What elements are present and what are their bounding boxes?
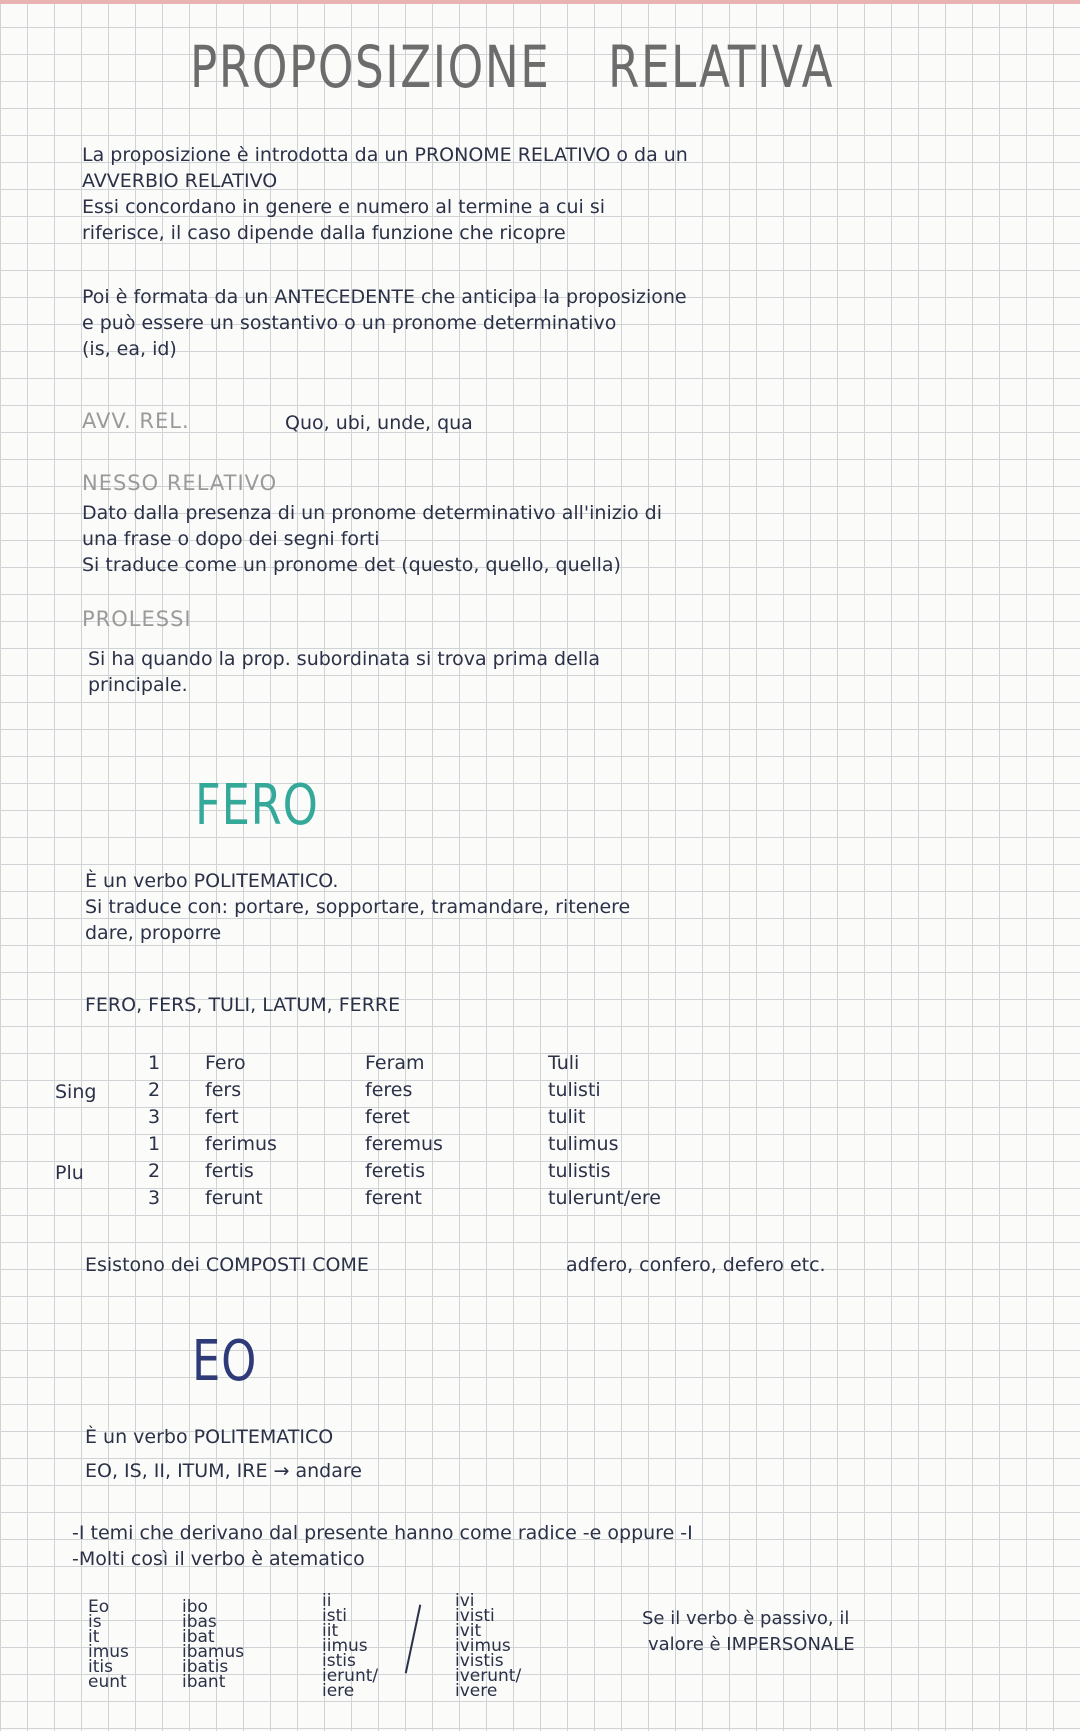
verb-form: Eo: [88, 1597, 110, 1617]
verb-form: feremus: [365, 1133, 443, 1155]
fero-present-column: [205, 1050, 277, 1212]
verb-form: tulerunt/ere: [548, 1187, 661, 1209]
eo-present-column: [88, 1597, 129, 1692]
verb-form: Fero: [205, 1052, 246, 1074]
eo-passive-note-2: valore è IMPERSONALE: [648, 1634, 855, 1655]
title-left: PROPOSIZIONE: [190, 33, 551, 101]
fero-label-sing: Sing: [55, 1081, 97, 1103]
verb-form: iit: [322, 1621, 339, 1641]
verb-form: ferimus: [205, 1133, 277, 1155]
person-number: 3: [148, 1187, 161, 1209]
person-number: 1: [148, 1052, 161, 1074]
fero-line-2: Si traduce con: portare, sopportare, tramandare, ritenere: [85, 896, 631, 918]
avv-rel-text: Quo, ubi, unde, qua: [285, 412, 473, 434]
fero-composti-examples: adfero, confero, defero etc.: [566, 1254, 826, 1276]
verb-form: ibamus: [182, 1642, 245, 1662]
verb-form: feretis: [365, 1160, 426, 1182]
verb-form: tulimus: [548, 1133, 619, 1155]
verb-form: iimus: [322, 1636, 368, 1656]
verb-form: istis: [322, 1651, 356, 1671]
prolessi-heading: PROLESSI: [82, 607, 192, 631]
fero-heading: FERO: [195, 773, 319, 838]
person-number: 3: [148, 1106, 161, 1128]
verb-form: Tuli: [548, 1052, 580, 1074]
verb-form: ibant: [182, 1672, 226, 1692]
fero-person-column: [148, 1050, 160, 1212]
fero-composti-prefix: Esistono dei COMPOSTI COME: [85, 1254, 369, 1276]
verb-form: ivi: [455, 1591, 475, 1611]
person-number: 1: [148, 1133, 161, 1155]
relativa-line-2: AVVERBIO RELATIVO: [82, 170, 278, 192]
fero-label-plu: Plu: [55, 1162, 84, 1184]
title-right: RELATIVA: [608, 33, 835, 101]
eo-perfect-ii-column: [322, 1591, 379, 1701]
person-number: 2: [148, 1160, 161, 1182]
verb-form: ferent: [365, 1187, 422, 1209]
eo-perfect-ivi-column: [455, 1591, 522, 1701]
fero-perfect-column: [548, 1050, 661, 1212]
verb-form: iverunt/: [455, 1666, 522, 1686]
verb-form: imus: [88, 1642, 129, 1662]
prolessi-line-1: Si ha quando la prop. subordinata si trova prima della: [88, 648, 600, 670]
verb-form: ibatis: [182, 1657, 229, 1677]
eo-line-1: È un verbo POLITEMATICO: [85, 1426, 334, 1448]
verb-form: is: [88, 1612, 102, 1632]
eo-note-2: -Molti così il verbo è atematico: [72, 1548, 365, 1570]
nesso-line-2: una frase o dopo dei segni forti: [82, 528, 380, 550]
verb-form: tulistis: [548, 1160, 611, 1182]
verb-form: ivistis: [455, 1651, 504, 1671]
verb-form: ivisti: [455, 1606, 495, 1626]
verb-form: ibat: [182, 1627, 215, 1647]
eo-heading: EO: [192, 1329, 258, 1394]
verb-form: iere: [322, 1681, 355, 1701]
verb-form: eunt: [88, 1672, 127, 1692]
verb-form: fert: [205, 1106, 239, 1128]
verb-form: ierunt/: [322, 1666, 379, 1686]
eo-passive-note-1: Se il verbo è passivo, il: [642, 1608, 850, 1629]
antecedente-line-1: Poi è formata da un ANTECEDENTE che anticipa la proposizione: [82, 286, 687, 308]
verb-form: ivit: [455, 1621, 482, 1641]
nesso-heading: NESSO RELATIVO: [82, 471, 278, 495]
verb-form: Feram: [365, 1052, 425, 1074]
fero-paradigm: FERO, FERS, TULI, LATUM, FERRE: [85, 994, 401, 1016]
nesso-line-3: Si traduce come un pronome det (questo, quello, quella): [82, 554, 621, 576]
prolessi-line-2: principale.: [88, 674, 188, 696]
verb-form: ivimus: [455, 1636, 511, 1656]
verb-form: ivere: [455, 1681, 498, 1701]
verb-form: fertis: [205, 1160, 254, 1182]
antecedente-line-2: e può essere un sostantivo o un pronome determinativo: [82, 312, 617, 334]
avv-rel-label: AVV. REL.: [82, 409, 190, 433]
fero-line-1: È un verbo POLITEMATICO.: [85, 870, 339, 892]
verb-form: itis: [88, 1657, 113, 1677]
antecedente-line-3: (is, ea, id): [82, 338, 177, 360]
verb-form: ii: [322, 1591, 332, 1611]
fero-future-column: [365, 1050, 443, 1212]
person-number: 2: [148, 1079, 161, 1101]
relativa-line-3: Essi concordano in genere e numero al termine a cui si: [82, 196, 606, 218]
verb-form: tulisti: [548, 1079, 601, 1101]
eo-line-2: EO, IS, II, ITUM, IRE → andare: [85, 1460, 362, 1482]
verb-form: ferunt: [205, 1187, 263, 1209]
eo-note-1: -I temi che derivano dal presente hanno come radice -e oppure -I: [72, 1522, 693, 1544]
verb-form: tulit: [548, 1106, 586, 1128]
column-divider: [405, 1605, 422, 1674]
verb-form: feret: [365, 1106, 410, 1128]
relativa-line-1: La proposizione è introdotta da un PRONOME RELATIVO o da un: [82, 144, 688, 166]
verb-form: it: [88, 1627, 100, 1647]
verb-form: feres: [365, 1079, 413, 1101]
verb-form: ibo: [182, 1597, 208, 1617]
eo-imperfect-column: [182, 1597, 245, 1692]
verb-form: isti: [322, 1606, 347, 1626]
fero-line-3: dare, proporre: [85, 922, 222, 944]
verb-form: ibas: [182, 1612, 217, 1632]
verb-form: fers: [205, 1079, 242, 1101]
nesso-line-1: Dato dalla presenza di un pronome determinativo all'inizio di: [82, 502, 663, 524]
relativa-line-4: riferisce, il caso dipende dalla funzione che ricopre: [82, 222, 566, 244]
page-top-edge: [0, 0, 1080, 4]
